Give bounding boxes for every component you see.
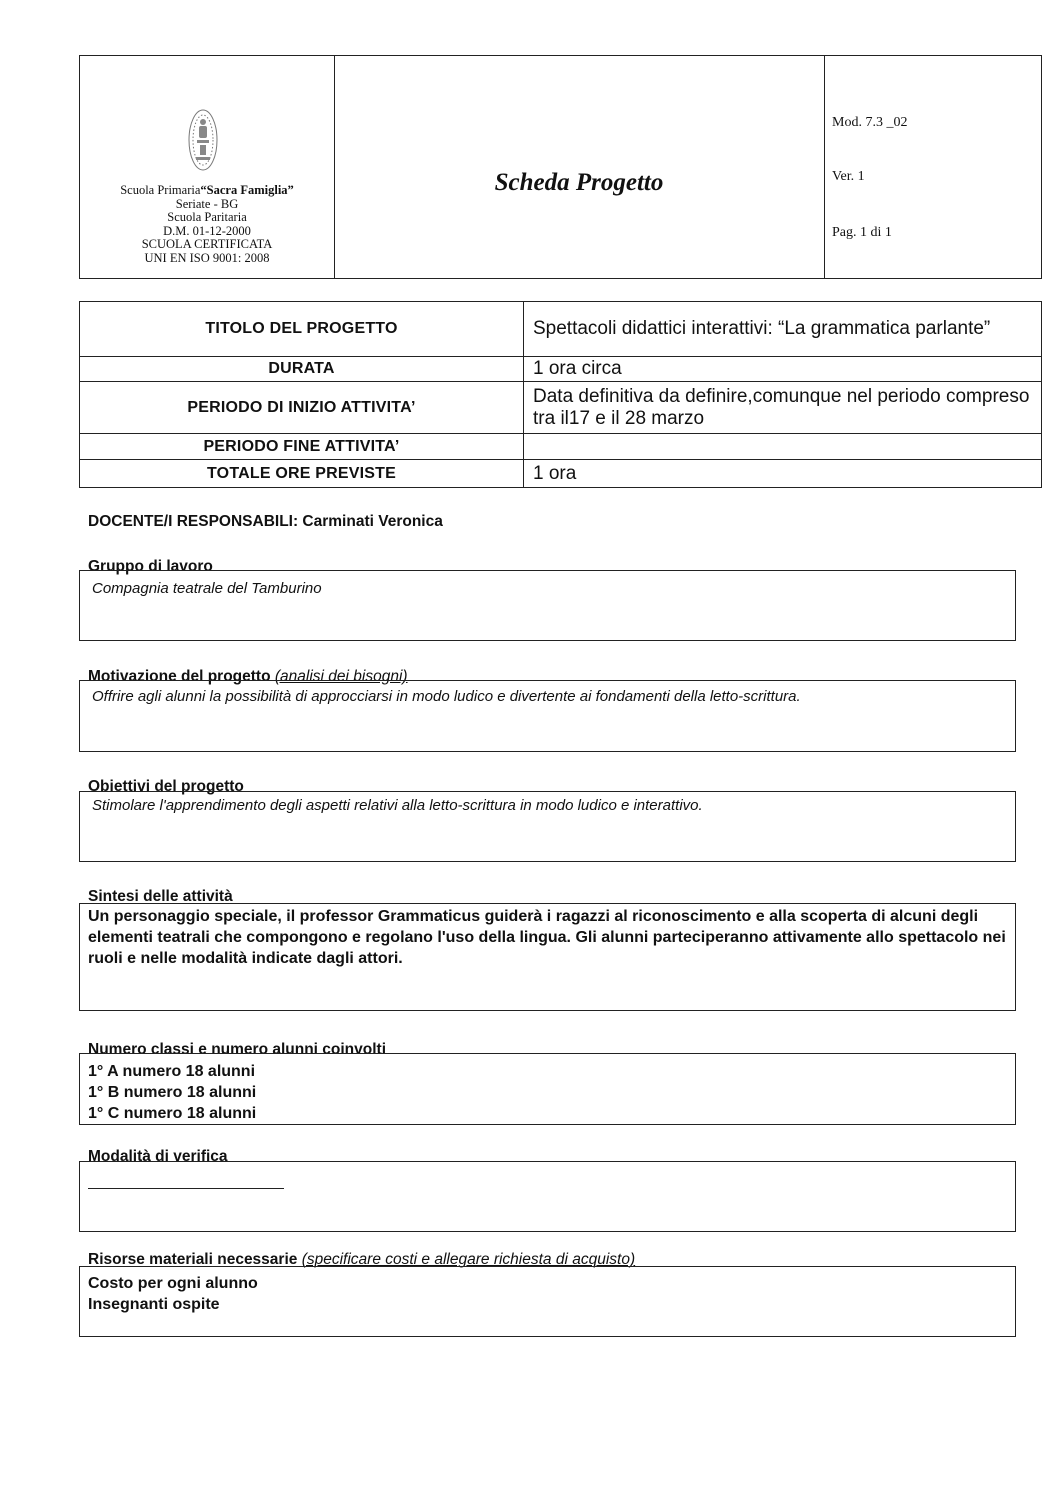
school-line: Seriate - BG xyxy=(175,196,239,211)
section-title-classi: Numero classi e numero alunni coinvolti xyxy=(88,1041,387,1058)
row-value xyxy=(533,434,1035,459)
section-note: (specificare costi e allegare richiesta di acquisto) xyxy=(301,1251,636,1268)
row-label: DURATA xyxy=(80,357,524,381)
row-value: 1 ora circa xyxy=(533,358,622,379)
section-box-obiettivi xyxy=(79,791,1016,862)
page-number: Pag. 1 di 1 xyxy=(832,225,892,240)
section-text: Un personaggio speciale, il professor Grammaticus guiderà i ragazzi al riconoscimento e alla scoperta di alcuni degli elementi teatrali che compongono e regolano l'uso della lingua. Gli alunni parteciperanno attivamente allo spettacolo nei ruoli e nelle modalità indicate dagli attori. xyxy=(88,908,1006,967)
table-row xyxy=(80,460,1041,487)
class-list xyxy=(88,1061,1007,1124)
section-text: Compagnia teatrale del Tamburino xyxy=(92,580,322,597)
responsible-teacher: DOCENTE/I RESPONSABILI: Carminati Veronica xyxy=(88,513,443,530)
section-title-verifica: Modalità di verifica xyxy=(88,1148,228,1165)
section-text: Offrire agli alunni la possibilità di approcciarsi in modo ludico e divertente ai fondamenti della letto-scrittura. xyxy=(92,688,801,705)
school-info-cell xyxy=(80,56,335,278)
section-title-gruppo: Gruppo di lavoro xyxy=(88,558,213,575)
section-note: (analisi dei bisogni) xyxy=(274,668,408,685)
row-value: 1 ora xyxy=(533,462,577,484)
list-item: 1° C numero 18 alunni xyxy=(88,1105,257,1122)
section-box-sintesi xyxy=(79,903,1016,1011)
table-row xyxy=(80,382,1041,434)
module-code: Mod. 7.3 _02 xyxy=(832,115,908,130)
title-cell xyxy=(334,56,825,278)
section-box-gruppo xyxy=(79,570,1016,641)
document-meta-cell xyxy=(824,56,1041,278)
school-line: Scuola Paritaria xyxy=(167,210,247,225)
table-row xyxy=(80,434,1041,460)
section-title-text: Motivazione del progetto xyxy=(88,668,271,685)
section-box-classi xyxy=(79,1053,1016,1125)
section-box-motivazione xyxy=(79,680,1016,752)
list-item: 1° A numero 18 alunni xyxy=(88,1063,256,1080)
table-row xyxy=(80,357,1041,382)
list-item: 1° B numero 18 alunni xyxy=(88,1084,257,1101)
school-line: D.M. 01-12-2000 xyxy=(163,223,251,238)
row-label: TITOLO DEL PROGETTO xyxy=(80,302,524,356)
school-emblem-icon xyxy=(182,100,224,178)
row-label: TOTALE ORE PREVISTE xyxy=(80,460,524,487)
section-box-verifica xyxy=(79,1161,1016,1232)
list-item: Costo per ogni alunno xyxy=(88,1275,258,1292)
school-line: Scuola Primaria xyxy=(120,183,201,197)
resource-list xyxy=(88,1273,1007,1315)
school-line: SCUOLA CERTIFICATA xyxy=(141,237,273,252)
school-line: UNI EN ISO 9001: 2008 xyxy=(144,250,270,265)
section-box-risorse xyxy=(79,1266,1016,1337)
blank-line xyxy=(88,1188,284,1189)
section-text: Stimolare l'apprendimento degli aspetti relativi alla letto-scrittura in modo ludico e interattivo. xyxy=(92,797,703,814)
project-info-table xyxy=(79,301,1042,488)
school-name xyxy=(80,184,334,266)
school-line: “Sacra Famiglia” xyxy=(200,183,294,197)
row-label: PERIODO DI INIZIO ATTIVITA’ xyxy=(80,382,524,433)
document-header xyxy=(79,55,1042,279)
section-title-obiettivi: Obiettivi del progetto xyxy=(88,778,244,795)
list-item: Insegnanti ospite xyxy=(88,1296,220,1313)
section-title-text: Risorse materiali necessarie xyxy=(88,1251,298,1268)
row-value: Data definitiva da definire,comunque nel periodo compreso tra il17 e il 28 marzo xyxy=(533,385,1030,429)
version: Ver. 1 xyxy=(832,169,865,184)
table-row xyxy=(80,302,1041,357)
document-title: Scheda Progetto xyxy=(494,169,664,196)
row-value: Spettacoli didattici interattivi: “La grammatica parlante” xyxy=(533,318,991,339)
row-label: PERIODO FINE ATTIVITA’ xyxy=(80,434,524,459)
section-title-sintesi: Sintesi delle attività xyxy=(88,888,233,905)
